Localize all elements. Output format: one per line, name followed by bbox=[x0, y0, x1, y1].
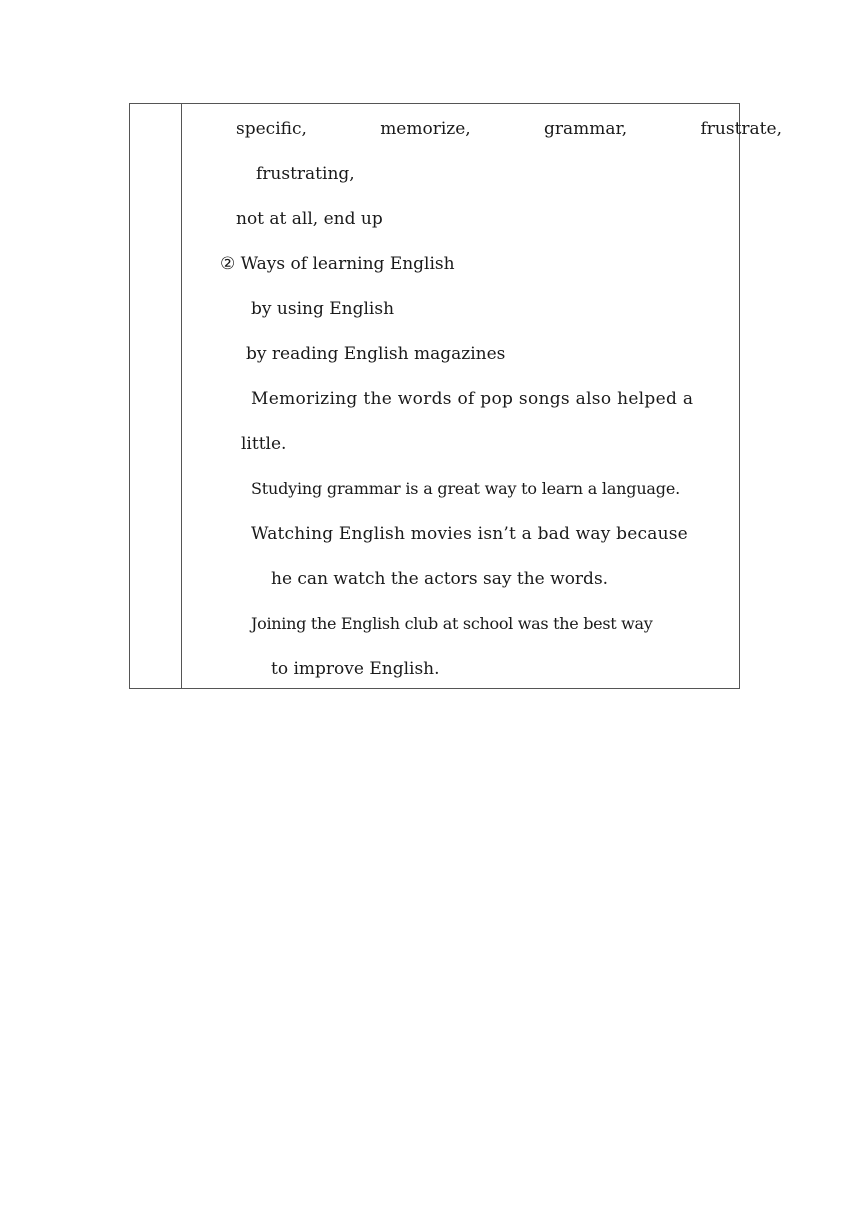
way-item-6-line-2: to improve English. bbox=[271, 659, 440, 679]
vocabulary-line-1 bbox=[236, 119, 782, 139]
way-item-1: by using English bbox=[251, 299, 395, 319]
table-right-column bbox=[182, 104, 782, 688]
section-heading: ② Ways of learning English bbox=[220, 254, 455, 274]
notes-table bbox=[129, 103, 782, 689]
way-item-6-line-1: Joining the English club at school was the best way bbox=[251, 614, 653, 633]
vocabulary-line-3: not at all, end up bbox=[236, 209, 383, 229]
way-item-3-line-1: Memorizing the words of pop songs also helped a bbox=[251, 389, 694, 409]
way-item-4: Studying grammar is a great way to learn a language. bbox=[251, 479, 680, 498]
vocab-word: grammar, bbox=[544, 119, 628, 139]
way-item-3-line-2: little. bbox=[241, 434, 287, 454]
vocab-word: memorize, bbox=[380, 119, 471, 139]
way-item-2: by reading English magazines bbox=[246, 344, 506, 364]
way-item-5-line-2: he can watch the actors say the words. bbox=[271, 569, 609, 589]
vocab-word: frustrate, bbox=[700, 119, 782, 139]
vocab-word: specific, bbox=[236, 119, 307, 139]
vocabulary-line-2: frustrating, bbox=[256, 164, 355, 184]
table-left-column bbox=[130, 104, 182, 688]
way-item-5-line-1: Watching English movies isn’t a bad way because bbox=[251, 524, 688, 544]
